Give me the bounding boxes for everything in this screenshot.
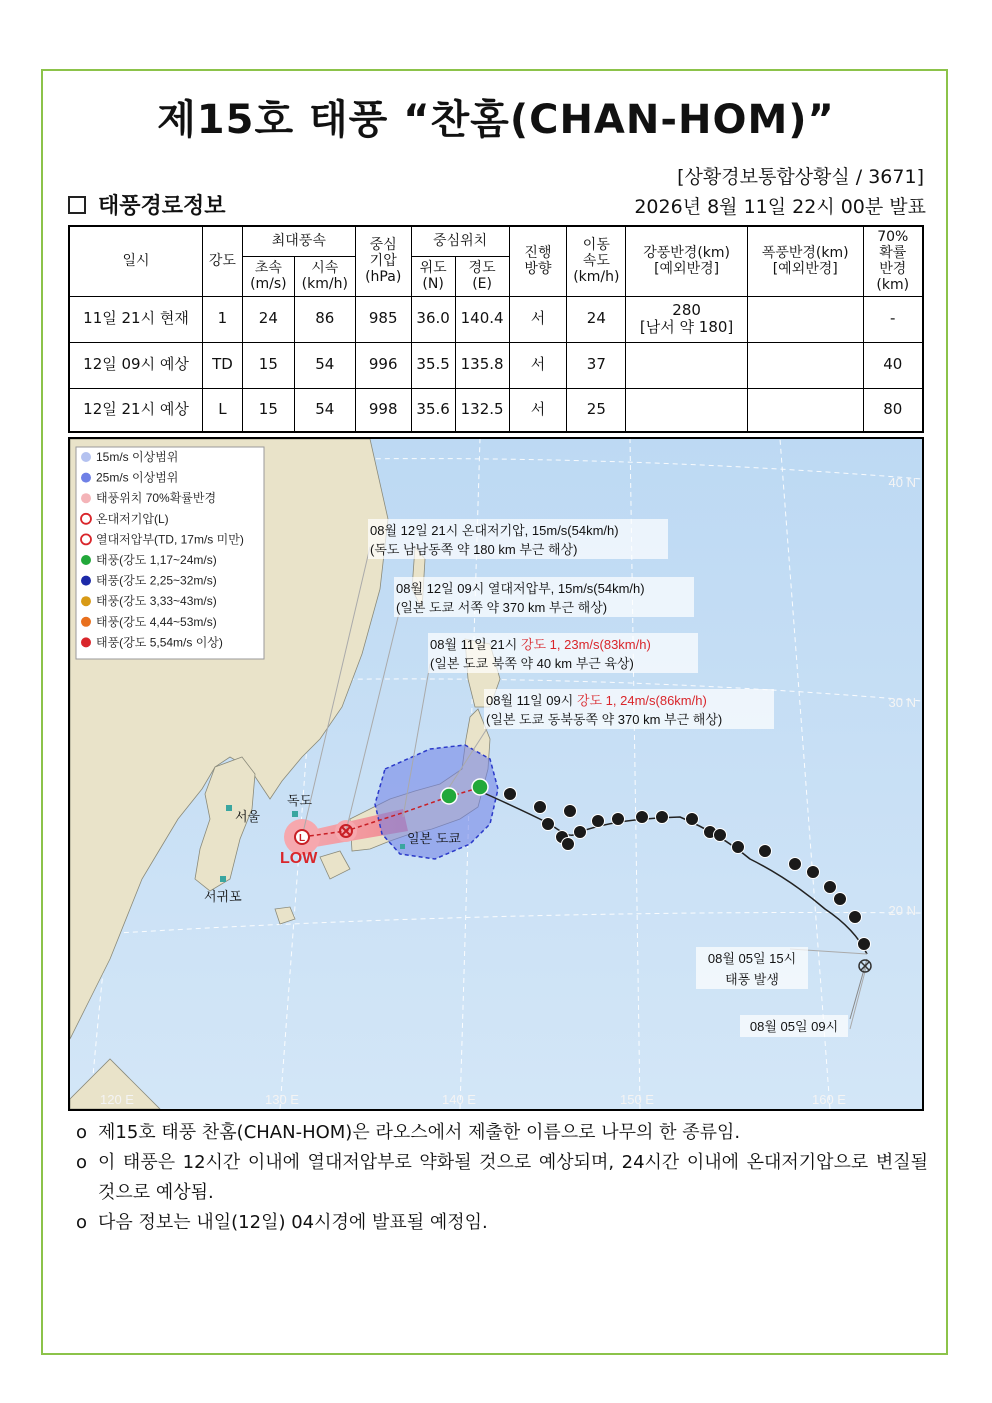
cell-direction: 서 (509, 342, 567, 388)
svg-text:08월 11일 21시 강도 1, 23m/s(83km/h (430, 637, 651, 652)
note-item (76, 1148, 928, 1208)
note-text: 다음 정보는 내일(12일) 04시경에 발표될 예정임. (98, 1212, 488, 1233)
header-wind-kmh: 시속 (km/h) (294, 256, 355, 296)
typhoon-current-icon (441, 788, 457, 804)
cell-pressure: 996 (355, 342, 411, 388)
cell-wind-kmh: 86 (294, 296, 355, 342)
note-item (76, 1208, 928, 1238)
legend-label: 열대저압부(TD, 17m/s 미만) (96, 532, 244, 547)
header-max-wind: 최대풍속 (242, 226, 355, 256)
table-row (69, 296, 923, 342)
note-bullet: o (76, 1152, 88, 1173)
cell-prob-radius: 80 (863, 388, 923, 432)
cell-lat: 35.6 (411, 388, 455, 432)
lon-label: 130 E (265, 1092, 299, 1107)
checkbox-icon (68, 196, 86, 214)
annotation-line1-intensity: 강도 1, 24m/s(86km/h) (576, 693, 707, 708)
cell-wind-ms: 24 (242, 296, 294, 342)
note-bullet: o (76, 1122, 88, 1143)
cell-datetime: 11일 21시 현재 (69, 296, 202, 342)
seoul-label: 서울 (235, 809, 261, 824)
lon-label: 160 E (812, 1092, 846, 1107)
typhoon-track-icon (574, 826, 587, 839)
annotation-line2: (일본 도쿄 서쪽 약 370 km 부근 해상) (396, 600, 608, 615)
typhoon-track-icon (564, 805, 577, 818)
cell-strong-radius (626, 342, 748, 388)
cell-lat: 36.0 (411, 296, 455, 342)
cell-lon: 135.8 (455, 342, 509, 388)
legend-swatch-icon (81, 617, 91, 627)
typhoon-track-map (68, 437, 924, 1111)
header-storm-radius: 폭풍반경(km) [예외반경] (747, 226, 863, 296)
header-datetime: 일시 (69, 226, 202, 296)
cell-datetime: 12일 21시 예상 (69, 388, 202, 432)
annotation-line1: 08월 12일 09시 열대저압부, 15m/s(54km/h) (396, 581, 645, 596)
header-pressure: 중심 기압 (hPa) (355, 226, 411, 296)
header-lat: 위도 (N) (411, 256, 455, 296)
note-item (76, 1118, 928, 1148)
legend-label: 태풍(강도 2,25~32m/s) (96, 573, 217, 588)
header-wind-ms: 초속 (m/s) (242, 256, 294, 296)
typhoon-past-icon (472, 779, 488, 795)
annotation-line1-date: 08월 11일 09시 (486, 693, 577, 708)
cell-speed: 37 (567, 342, 626, 388)
annotation-line1-date: 08월 11일 21시 (430, 637, 521, 652)
lat-label: 30 N (888, 695, 916, 710)
cell-speed: 25 (567, 388, 626, 432)
cell-lon: 132.5 (455, 388, 509, 432)
map-svg (70, 439, 922, 1109)
legend-label: 태풍(강도 4,44~53m/s) (96, 614, 217, 629)
cell-storm-radius (747, 342, 863, 388)
cell-wind-ms: 15 (242, 388, 294, 432)
header-strong-radius: 강풍반경(km) [예외반경] (626, 226, 748, 296)
typhoon-track-icon (849, 911, 862, 924)
legend-swatch-icon (81, 637, 91, 647)
seogwipo-label: 서귀포 (204, 889, 242, 904)
legend-label: 태풍(강도 5,54m/s 이상) (96, 635, 223, 650)
cell-strong-radius: 280 [남서 약 180] (626, 296, 748, 342)
legend-label: 태풍(강도 1,17~24m/s) (96, 553, 217, 567)
annotation-line1-intensity: 강도 1, 23m/s(83km/h) (520, 637, 651, 652)
legend-swatch-icon (81, 555, 91, 565)
low-label: LOW (280, 850, 318, 867)
typhoon-track-icon (612, 813, 625, 826)
typhoon-track-icon (534, 801, 547, 814)
dokdo-label: 독도 (287, 793, 313, 808)
annotation-line2: (독도 남남동쪽 약 180 km 부근 해상) (370, 542, 578, 557)
legend-swatch-icon (81, 452, 91, 462)
legend-label: 태풍위치 70%확률반경 (96, 491, 217, 506)
note-bullet: o (76, 1212, 88, 1233)
legend-label: 15m/s 이상범위 (96, 450, 179, 464)
typhoon-track-icon (834, 893, 847, 906)
typhoon-track-icon (824, 881, 837, 894)
legend-swatch-icon (81, 576, 91, 586)
typhoon-track-icon (759, 845, 772, 858)
cell-storm-radius (747, 388, 863, 432)
cell-intensity: 1 (202, 296, 242, 342)
cell-speed: 24 (567, 296, 626, 342)
legend-swatch-icon (81, 514, 91, 524)
cell-strong-radius (626, 388, 748, 432)
legend-swatch-icon (81, 596, 91, 606)
cell-lon: 140.4 (455, 296, 509, 342)
svg-text:L: L (298, 833, 306, 844)
department-label: [상황경보통합상황실 / 3671] (677, 166, 924, 188)
typhoon-track-icon (732, 841, 745, 854)
lon-label: 140 E (442, 1092, 476, 1107)
section-heading (68, 189, 226, 220)
cell-storm-radius (747, 296, 863, 342)
lon-label: 150 E (620, 1092, 654, 1107)
cell-intensity: L (202, 388, 242, 432)
notes (76, 1118, 928, 1238)
annotation-line1: 08월 12일 21시 온대저기압, 15m/s(54km/h) (370, 523, 619, 538)
cell-wind-kmh: 54 (294, 388, 355, 432)
typhoon-track-icon (542, 818, 555, 831)
note-text: 이 태풍은 12시간 이내에 열대저압부로 약화될 것으로 예상되며, 24시간 이내에 온대저기압으로 변질될 것으로 예상됨. (98, 1152, 928, 1203)
lon-label: 120 E (100, 1092, 134, 1107)
typhoon-track-icon (807, 866, 820, 879)
legend-label: 25m/s 이상범위 (96, 470, 179, 485)
header-center-pos: 중심위치 (411, 226, 509, 256)
seogwipo-marker (220, 876, 226, 882)
header-intensity: 강도 (202, 226, 242, 296)
svg-text:08월 11일 09시 강도 1, 24m/s(86km/h (486, 693, 707, 708)
legend-swatch-icon (81, 493, 91, 503)
annotation-line2: (일본 도쿄 북쪽 약 40 km 부근 육상) (430, 656, 634, 671)
typhoon-track-icon (592, 815, 605, 828)
cell-prob-radius: - (863, 296, 923, 342)
legend-label: 온대저기압(L) (96, 511, 169, 526)
origin-label: 08월 05일 09시 (749, 1019, 839, 1034)
lat-label: 40 N (888, 475, 916, 490)
tokyo-marker (400, 844, 405, 849)
cell-direction: 서 (509, 388, 567, 432)
typhoon-track-icon (504, 788, 517, 801)
cell-intensity: TD (202, 342, 242, 388)
header-speed: 이동 속도 (km/h) (567, 226, 626, 296)
header-direction: 진행 방향 (509, 226, 567, 296)
typhoon-track-icon (656, 811, 669, 824)
cell-lat: 35.5 (411, 342, 455, 388)
cell-wind-kmh: 54 (294, 342, 355, 388)
typhoon-track-icon (714, 829, 727, 842)
tokyo-label: 일본 도쿄 (407, 831, 461, 846)
dokdo-marker (292, 811, 298, 817)
typhoon-info-table (68, 225, 924, 433)
typhoon-track-icon (686, 813, 699, 826)
legend-label: 태풍(강도 3,33~43m/s) (96, 594, 217, 609)
typhoon-track-icon (636, 811, 649, 824)
lat-label: 20 N (888, 903, 916, 918)
note-text: 제15호 태풍 찬홈(CHAN-HOM)은 라오스에서 제출한 이름으로 나무의 한 종류임. (98, 1122, 741, 1143)
legend-swatch-icon (81, 473, 91, 483)
cell-wind-ms: 15 (242, 342, 294, 388)
legend-swatch-icon (81, 534, 91, 544)
cell-pressure: 985 (355, 296, 411, 342)
table-row (69, 342, 923, 388)
section-title: 태풍경로정보 (98, 194, 226, 219)
cell-datetime: 12일 09시 예상 (69, 342, 202, 388)
cell-pressure: 998 (355, 388, 411, 432)
typhoon-track-icon (562, 838, 575, 851)
issued-datetime: 2026년 8월 11일 22시 00분 발표 (634, 196, 926, 218)
cell-direction: 서 (509, 296, 567, 342)
header-lon: 경도 (E) (455, 256, 509, 296)
typhoon-track-icon (858, 938, 871, 951)
annotation-line2: (일본 도쿄 동북동쪽 약 370 km 부근 해상) (486, 712, 723, 727)
seoul-marker (226, 805, 232, 811)
page-title: 제15호 태풍 “찬홈(CHAN-HOM)” (157, 97, 835, 143)
genesis-line2: 태풍 발생 (725, 972, 779, 987)
header-prob-radius: 70% 확률 반경 (km) (863, 226, 923, 296)
genesis-line1: 08월 05일 15시 (707, 951, 797, 966)
typhoon-track-icon (789, 858, 802, 871)
cell-prob-radius: 40 (863, 342, 923, 388)
table-row (69, 388, 923, 432)
